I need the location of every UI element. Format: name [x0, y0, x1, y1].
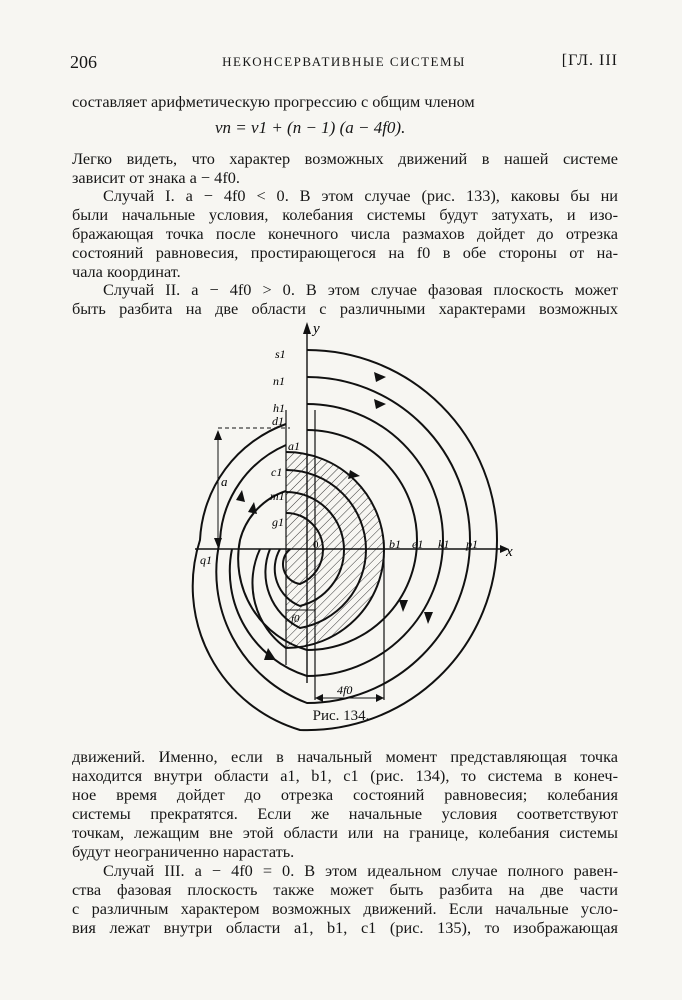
point-label: c1: [271, 465, 283, 479]
hatched-region: [286, 452, 384, 648]
equation: vn = v1 + (n − 1) (a − 4f0).: [215, 118, 406, 137]
text-line: зависит от знака a − 4f0.: [72, 168, 240, 187]
text-line: быть разбита на две области с различными характерами возможных: [72, 299, 618, 318]
point-label: q1: [200, 553, 212, 567]
text-line: составляет арифметическую прогрессию с общим членом: [72, 92, 475, 111]
point-label: k1: [438, 537, 450, 551]
text-line: чала координат.: [72, 262, 181, 281]
text-line: с различным характером возможных движений. Если начальные усло-: [72, 899, 618, 918]
point-label: g1: [272, 515, 284, 529]
text-line: вия лежат внутри области a1, b1, c1 (рис. 135), то изображающая: [72, 918, 618, 937]
direction-arrow: [236, 490, 245, 502]
dimension-label-f0: f0: [291, 613, 300, 625]
text-line: будут неограниченно нарастать.: [72, 842, 295, 861]
direction-arrow: [264, 648, 276, 660]
text-line: Случай I. a − 4f0 < 0. В этом случае (рис. 133), каковы бы ни: [103, 186, 618, 205]
text-line: ное время дойдет до отрезка состояний равновесия; колебания: [72, 785, 618, 804]
text-line: бражающая точка после конечного числа размахов дойдет до отрезка: [72, 224, 618, 243]
direction-arrow: [374, 399, 386, 409]
text-line: находится внутри области a1, b1, c1 (рис. 134), то система в конеч-: [72, 766, 618, 785]
text-line: точкам, лежащим вне этой области или на границе, колебания системы: [72, 823, 618, 842]
page-number: 206: [70, 52, 97, 72]
direction-arrow: [374, 372, 386, 382]
point-label: e1: [412, 537, 424, 551]
text-line: Случай III. a − 4f0 = 0. В этом идеальном случае полного равен-: [103, 861, 618, 880]
figure-caption: Рис. 134.: [312, 708, 370, 724]
origin-label: 0: [313, 539, 319, 551]
text-line: Случай II. a − 4f0 > 0. В этом случае фазовая плоскость может: [103, 280, 618, 299]
dimension-label-a: a: [221, 474, 228, 489]
point-label: n1: [273, 374, 285, 388]
point-label: d1: [272, 414, 284, 428]
text-line: системы прекратятся. Если же начальные условия соответствуют: [72, 804, 618, 823]
axis-label-y: y: [313, 321, 320, 337]
text-line: были начальные условия, колебания системы будут затухать, и изо-: [72, 205, 618, 224]
direction-arrow: [348, 470, 360, 479]
direction-arrow: [399, 600, 408, 612]
point-label: b1: [389, 537, 401, 551]
point-label: m1: [270, 489, 285, 503]
text-line: Легко видеть, что характер возможных движений в нашей системе: [72, 149, 618, 168]
direction-arrow: [248, 502, 257, 514]
point-label: a1: [288, 439, 300, 453]
text-line: движений. Именно, если в начальный момент представляющая точка: [72, 747, 618, 766]
text-line: состояний равновесия, простирающегося на f0 в обе стороны от на-: [72, 243, 618, 262]
dimension-label-4f0: 4f0: [337, 683, 353, 697]
axis-label-x: x: [506, 544, 513, 560]
y-axis-arrow: [303, 322, 311, 334]
point-label: p1: [466, 537, 478, 551]
running-title: НЕКОНСЕРВАТИВНЫЕ СИСТЕМЫ: [222, 54, 466, 69]
point-label: h1: [273, 401, 285, 415]
chapter-label: [ГЛ. III: [561, 52, 618, 69]
text-line: ства фазовая плоскость также может быть разбита на две части: [72, 880, 618, 899]
direction-arrow: [424, 612, 433, 624]
point-label: s1: [275, 347, 286, 361]
